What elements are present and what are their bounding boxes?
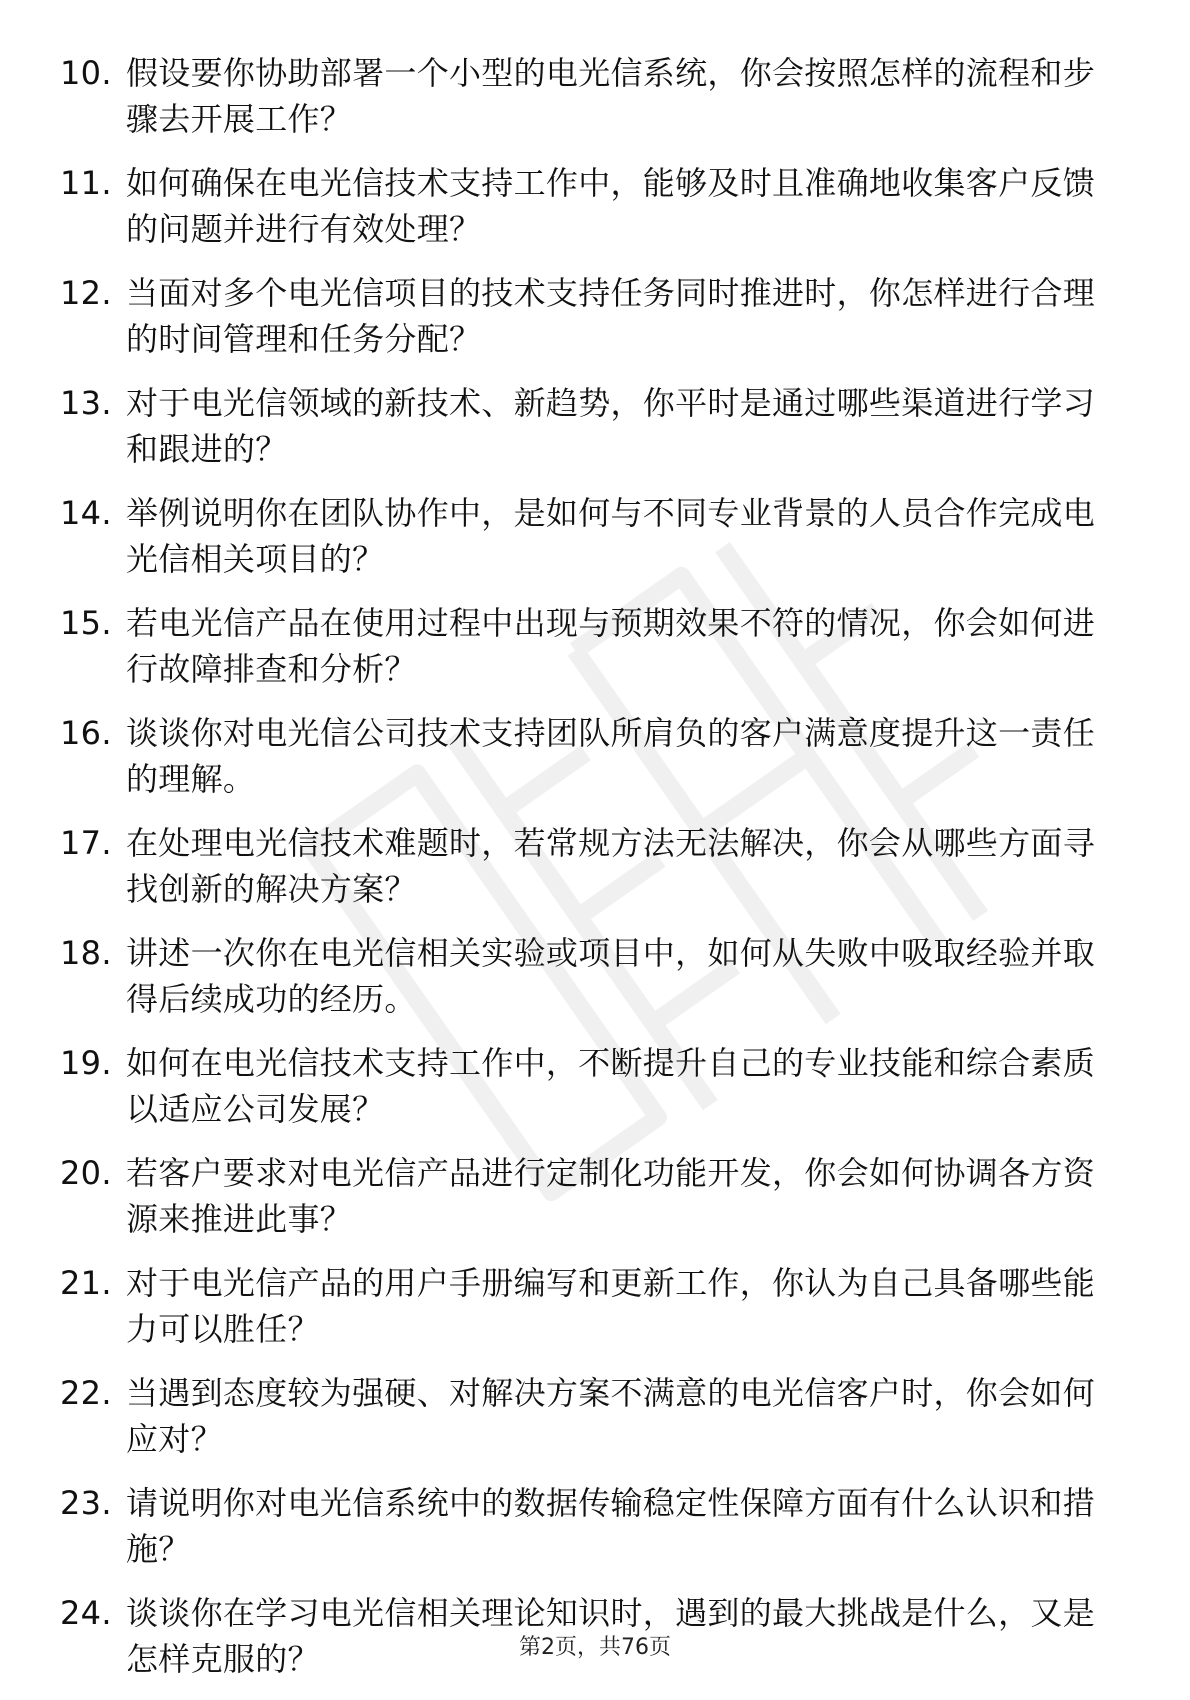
question-text: 当面对多个电光信项目的技术支持任务同时推进时，你怎样进行合理的时间管理和任务分配？ [126, 274, 1096, 358]
question-number: 21. [60, 1264, 112, 1302]
question-text: 举例说明你在团队协作中，是如何与不同专业背景的人员合作完成电光信相关项目的？ [126, 494, 1096, 578]
list-item [60, 1150, 1120, 1242]
list-item [60, 160, 1120, 252]
question-text: 若客户要求对电光信产品进行定制化功能开发，你会如何协调各方资源来推进此事？ [126, 1154, 1096, 1238]
list-item [60, 600, 1120, 692]
question-number: 17. [60, 824, 112, 862]
question-number: 11. [60, 164, 112, 202]
list-item [60, 1260, 1120, 1352]
question-text: 对于电光信产品的用户手册编写和更新工作，你认为自己具备哪些能力可以胜任？ [126, 1264, 1096, 1348]
question-text: 假设要你协助部署一个小型的电光信系统，你会按照怎样的流程和步骤去开展工作？ [126, 54, 1096, 138]
question-list [60, 50, 1120, 1700]
question-text: 讲述一次你在电光信相关实验或项目中，如何从失败中吸取经验并取得后续成功的经历。 [126, 934, 1096, 1018]
question-number: 16. [60, 714, 112, 752]
question-text: 对于电光信领域的新技术、新趋势，你平时是通过哪些渠道进行学习和跟进的？ [126, 384, 1096, 468]
list-item [60, 270, 1120, 362]
list-item [60, 380, 1120, 472]
list-item [60, 50, 1120, 142]
question-text: 谈谈你对电光信公司技术支持团队所肩负的客户满意度提升这一责任的理解。 [126, 714, 1096, 798]
page-number-label: 第2页，共76页 [519, 1635, 671, 1660]
question-text: 在处理电光信技术难题时，若常规方法无法解决，你会从哪些方面寻找创新的解决方案？ [126, 824, 1096, 908]
question-text: 如何在电光信技术支持工作中，不断提升自己的专业技能和综合素质以适应公司发展？ [126, 1044, 1096, 1128]
question-number: 24. [60, 1594, 112, 1632]
question-number: 23. [60, 1484, 112, 1522]
question-number: 10. [60, 54, 112, 92]
list-item [60, 1480, 1120, 1572]
question-number: 14. [60, 494, 112, 532]
question-number: 15. [60, 604, 112, 642]
question-text: 谈谈你在学习电光信相关理论知识时，遇到的最大挑战是什么，又是怎样克服的？ [126, 1594, 1096, 1678]
question-number: 20. [60, 1154, 112, 1192]
question-number: 22. [60, 1374, 112, 1412]
list-item [60, 1040, 1120, 1132]
question-text: 如何确保在电光信技术支持工作中，能够及时且准确地收集客户反馈的问题并进行有效处理？ [126, 164, 1096, 248]
question-text: 请说明你对电光信系统中的数据传输稳定性保障方面有什么认识和措施？ [126, 1484, 1096, 1568]
list-item [60, 490, 1120, 582]
question-number: 18. [60, 934, 112, 972]
question-text: 当遇到态度较为强硬、对解决方案不满意的电光信客户时，你会如何应对？ [126, 1374, 1096, 1458]
question-number: 19. [60, 1044, 112, 1082]
question-text: 若电光信产品在使用过程中出现与预期效果不符的情况，你会如何进行故障排查和分析？ [126, 604, 1096, 688]
list-item [60, 710, 1120, 802]
question-number: 13. [60, 384, 112, 422]
page-footer [0, 1634, 1190, 1662]
question-number: 12. [60, 274, 112, 312]
list-item [60, 1370, 1120, 1462]
list-item [60, 820, 1120, 912]
list-item [60, 930, 1120, 1022]
